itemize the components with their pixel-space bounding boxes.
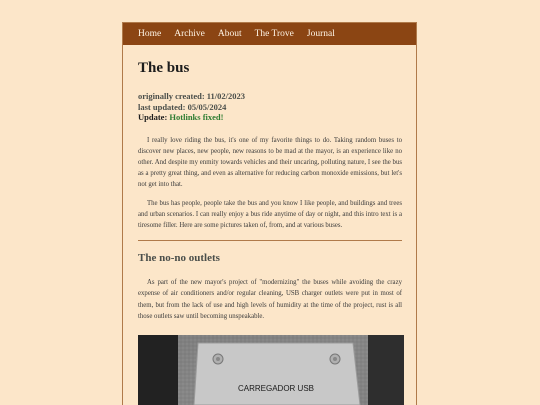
usb-outlet-image	[138, 335, 404, 405]
section-paragraph: As part of the new mayor's project of "modernizing" the buses while avoiding the crazy expense of air conditioners and/or regular cleaning, USB charger outlets were put in most of them, but from the lack of use and high levels of humidity at the time of the project, rust is all those outlets saw until becoming unspeakable.	[138, 279, 402, 320]
update-note	[138, 112, 402, 123]
updated-date: last updated: 05/05/2024	[138, 101, 227, 112]
plate-text: CARREGADOR USB	[237, 383, 315, 393]
usb-outlet-photo	[138, 335, 404, 405]
section-divider	[138, 240, 402, 241]
top-nav	[123, 23, 416, 45]
post-content	[123, 59, 416, 405]
nav-home-link[interactable]: Home	[138, 29, 162, 39]
created-date: originally created: 11/02/2023	[138, 91, 246, 101]
post-meta	[138, 91, 402, 123]
intro-paragraph-2: The bus has people, people take the bus and you know I like people, and buildings and trees and urban scenarios. I can really enjoy a bus ride anytime of day or night, and this intro text is a tiresome filler. Here are some pictures taken of, from, and at various buses.	[138, 199, 402, 229]
nav-journal-link[interactable]: Journal	[306, 29, 335, 39]
update-prefix: Update:	[138, 112, 168, 122]
post-title: The bus	[138, 60, 190, 76]
nav-archive-link[interactable]: Archive	[174, 29, 205, 39]
update-text: Hotlinks fixed!	[169, 112, 224, 122]
intro-paragraph-1: I really love riding the bus, it's one of my favorite things to do. Taking random buses to discover new places, new people, new reasons to be mad at the mayor, is an experience like no other. And despite my enmity towards vehicles and their uncaring, polluting nature, I see the bus as a pretty great thing, and even as alternative for reducing carbon monoxide emissions, but let's not get into that.	[138, 136, 402, 189]
section-title: The no-no outlets	[138, 252, 220, 265]
nav-the-trove-link[interactable]: The Trove	[254, 29, 294, 39]
page-container	[122, 22, 417, 405]
nav-about-link[interactable]: About	[217, 29, 242, 39]
